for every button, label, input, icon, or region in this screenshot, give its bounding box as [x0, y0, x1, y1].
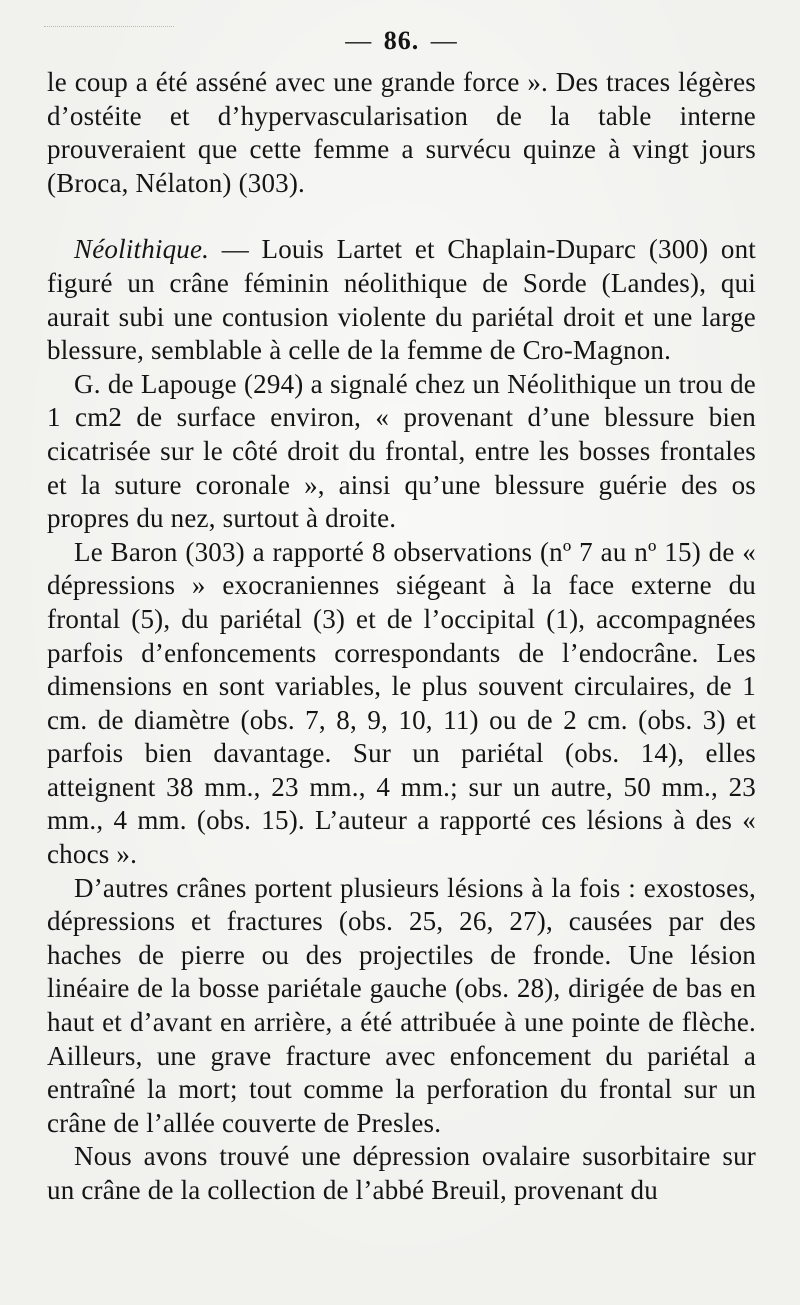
page-number-prefix: — — [345, 26, 373, 55]
section-gap — [47, 200, 756, 233]
paragraph-le-baron: Le Baron (303) a rapporté 8 observations (nº 7 au nº 15) de « dépressions » exocraniennes siégeant à la face externe du frontal (5), du pariétal (3) et de l’occipital (1), accompagnées parfois d’enfoncements correspondants de l’endocrâne. Les dimensions en sont variables, le plus souvent circulaires, de 1 cm. de diamètre (obs. 7, 8, 9, 10, 11) ou de 2 cm. (obs. 3) et parfois bien davantage. Sur un pariétal (obs. 14), elles atteignent 38 mm., 23 mm., 4 mm.; sur un autre, 50 mm., 23 mm., 4 mm. (obs. 15). L’auteur a rapporté ces lésions à des « chocs ». — [47, 536, 756, 870]
paragraph-our-finding: Nous avons trouvé une dépression ovalaire susorbitaire sur un crâne de la collection de l’abbé Breuil, provenant du — [47, 1141, 756, 1205]
section-heading: Néolithique. — [74, 234, 210, 265]
paragraph-continuation: le coup a été asséné avec une grande force ». Des traces légères d’ostéite et d’hypervascularisation de la table interne prouveraient que cette femme a survécu quinze à vingt jours (Broca, Nélaton) (303). — [47, 67, 756, 198]
paragraph-lapouge: G. de Lapouge (294) a signalé chez un Néolithique un trou de 1 cm2 de surface environ, « provenant d’une blessure bien cicatrisée sur le côté droit du frontal, entre les bosses frontales et la suture coronale », ainsi qu’une blessure guérie des os propres du nez, surtout à droite. — [47, 368, 756, 534]
body-text — [47, 66, 756, 1208]
scan-artifact — [44, 26, 174, 31]
page-number: 86. — [383, 26, 420, 55]
page-number-suffix: — — [430, 26, 458, 55]
paragraph-other-skulls: D’autres crânes portent plusieurs lésions à la fois : exostoses, dépressions et fractures (obs. 25, 26, 27), causées par des haches de pierre ou des projectiles de fronde. Une lésion linéaire de la bosse pariétale gauche (obs. 28), dirigée de bas en haut et d’avant en arrière, a été attribuée à une pointe de flèche. Ailleurs, une grave fracture avec enfoncement du pariétal a entraîné la mort; tout comme la perforation du frontal sur un crâne de l’allée couverte de Presles. — [47, 872, 756, 1138]
paragraph-text: — Louis Lartet et Chaplain-Duparc (300) ont figuré un crâne féminin néolithique de Sorde (Landes), qui aurait subi une contusion violente du pariétal droit et une large blessure, semblable à celle de la femme de Cro-Magnon. — [47, 234, 756, 366]
paragraph-neolithique — [47, 233, 756, 367]
